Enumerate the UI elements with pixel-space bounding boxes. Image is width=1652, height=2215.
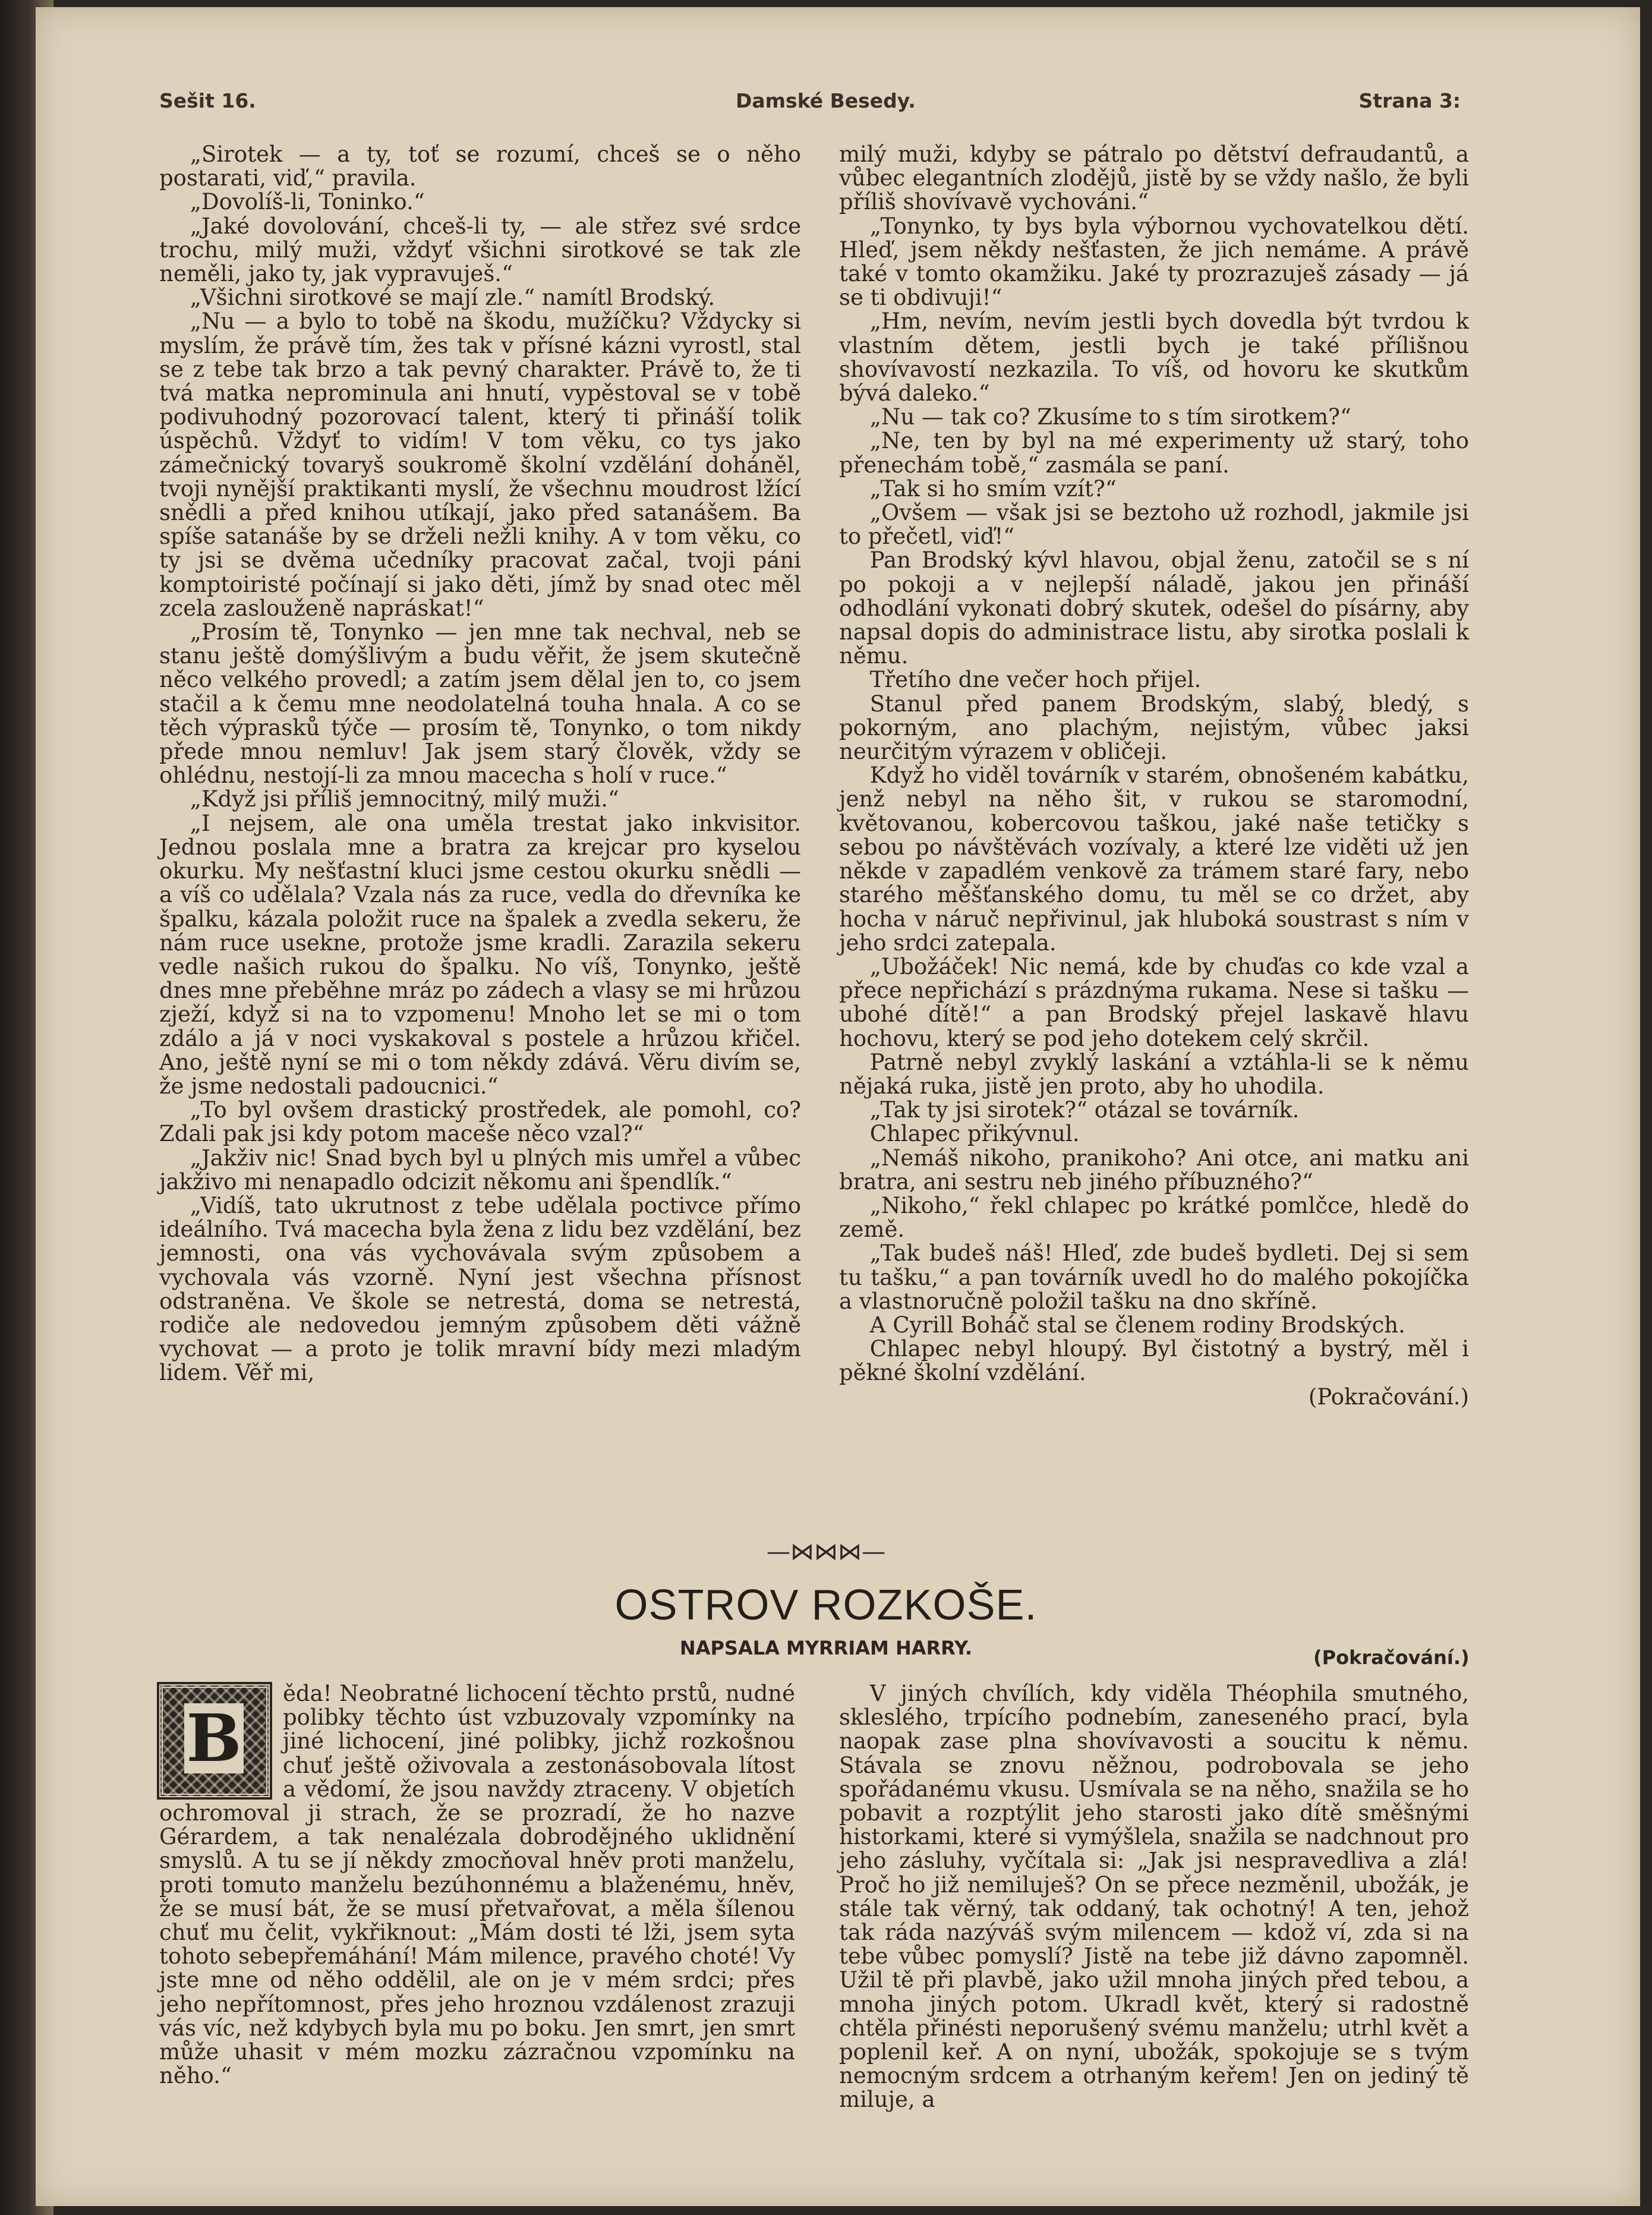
paragraph: „Sirotek — a ty, toť se rozumí, chceš se o něho postarati, viď,“ pravila. — [159, 141, 801, 191]
paragraph: „Jaké dovolování, chceš-li ty, — ale střez své srdce trochu, milý muži, vždyť všichni sirotkové se tak zle neměli, jako ty, jak vypravuješ.“ — [159, 213, 801, 287]
paragraph: „Nikoho,“ řekl chlapec po krátké pomlčce, hledě do země. — [839, 1192, 1469, 1243]
drop-cap-letter: B — [184, 1703, 244, 1773]
paragraph: Třetího dne večer hoch přijel. — [869, 667, 1202, 693]
paragraph: Když ho viděl továrník v starém, obnošeném kabátku, jenž nebyl na něho šit, v rukou se staromodní, květovanou, kobercovou taškou, jaké naše tetičky s sebou po návštěvách vozívaly, a které lze viděti už jen někde v zapadlém venkově za trámem staré fary, nebo starého měšťanského domu, tu měl se co držet, aby hocha v náruč nepřivinul, jak hluboká soustrast s ním v jeho srdci zatepala. — [839, 763, 1469, 956]
story1-column-left — [159, 143, 801, 1515]
paragraph: „Jakživ nic! Snad bych byl u plných mis umřel a vůbec jakživo mi nenapadlo odcizit někomu ani špendlík.“ — [159, 1145, 801, 1195]
paragraph: „Ubožáček! Nic nemá, kde by chuďas co kde vzal a přece nepřichází s prázdnýma rukama. Nese si tašku — ubohé dítě!“ a pan Brodský přejel laskavě hlavu hochovu, který se pod jeho dotekem celý skrčil. — [839, 953, 1469, 1051]
paragraph: „Nu — tak co? Zkusíme to s tím sirotkem?“ — [869, 404, 1351, 430]
paragraph: ěda! Neobratné lichocení těchto prstů, nudné polibky těchto úst vzbuzovaly vzpomínky na jiné lichocení, jiné polibky, jichž rozkošnou chuť ještě oživovala a zestonásobovala lítost a vědomí, že jsou navždy ztraceny. V objetích ochromoval ji strach, že se prozradí, že ho nazve Gérardem, a tak nenalézala dobrodějného uklidnění smyslů. A tu se jí někdy zmocňoval hněv proti manželu, proti tomuto manželu bezúhonnému a blaženému, hněv, že se musí bát, že se musí přetvařovat, a měla šílenou chuť mu čelit, vykřiknout: „Mám dosti té lži, jsem syta tohoto sebepřemáhání! Mám milence, pravého choté! Vy jste mne od něho oddělil, ale on je v mém srdci; přes jeho nepřítomnost, přes jeho hroznou vzdálenost zrazuji vás víc, než kdybych byla mu po boku. Jen smrt, jen smrt může uhasit v mém mozku zázračnou vzpomínku na něho.“ — [159, 1681, 795, 2089]
paragraph: „To byl ovšem drastický prostředek, ale pomohl, co? Zdali pak jsi kdy potom maceše něco vzal?“ — [159, 1097, 801, 1147]
paragraph: „Když jsi příliš jemnocitný, milý muži.“ — [190, 786, 619, 812]
paragraph: „Ne, ten by byl na mé experimenty už starý, toho přenechám tobě,“ zasmála se paní. — [839, 428, 1469, 478]
paragraph: „Nu — a bylo to tobě na škodu, mužíčku? Vždycky si myslím, že právě tím, žes tak v přísné kázni vyrostl, stal se z tebe tak brzo a tak pevný charakter. Právě to, že ti tvá matka neprominula ani hnutí, vypěstoval se v tobě podivuhodný pozorovací talent, který ti přináší tolik úspěchů. Vždyť to vidím! V tom věku, co tys jako zámečnický tovaryš soukromě školní vzdělání doháněl, tvoji nynější praktikanti myslí, že všechnu moudrost lžící snědli a před knihou utíkají, jako před satanášem. Ba spíše satanáše by se drželi nežli knihy. A v tom věku, co ty jsi se dvěma učedníky pracovat začal, tvoji páni komptoiristé počínají si jako děti, jímž by snad otec měl zcela zaslouženě napráskat!“ — [159, 308, 801, 621]
paragraph: „I nejsem, ale ona uměla trestat jako inkvisitor. Jednou poslala mne a bratra za krejcar pro kyselou okurku. My nešťastní kluci jsme cestou okurku snědli — a víš co udělala? Vzala nás za ruce, vedla do dřevníka ke špalku, kázala položit ruce na špalek a zvedla sekeru, že nám ruce usekne, protože jsme kradli. Zarazila sekeru vedle našich rukou do špalku. No víš, Tonynko, ještě dnes mne přeběhne mráz po zádech a vlasy se mi hrůzou zježí, když si na to vzpomenu! Mnoho let se mi o tom zdálo a já v noci vyskakoval s postele a hrůzou křičel. Ano, ještě nyní se mi o tom někdy zdává. Věru divím se, že jsme nedostali padoucnici.“ — [159, 810, 801, 1099]
story2-column-right — [839, 1682, 1469, 2157]
page-number: Strana 3: — [1358, 89, 1461, 112]
running-header — [159, 89, 1461, 119]
paragraph: A Cyrill Boháč stal se členem rodiny Brodských. — [869, 1312, 1405, 1338]
paragraph: „Prosím tě, Tonynko — jen mne tak nechval, neb se stanu ještě domýšlivým a budu věřit, že jsem skutečně něco velkého provedl; a zatím jsem dělal jen to, co jsem stačil a k čemu mne neodolatelná touha hnala. A co se těch výprasků týče — prosím tě, Tonynko, o tom nikdy přede mnou nemluv! Jak jsem starý člověk, vždy se ohlédnu, nestojí-li za mnou macecha s holí v ruce.“ — [159, 619, 801, 789]
drop-cap-initial — [159, 1684, 270, 1797]
paragraph: Chlapec nebyl hloupý. Byl čistotný a bystrý, měl i pěkné školní vzdělání. — [839, 1336, 1469, 1386]
paragraph: Stanul před panem Brodským, slabý, bledý, s pokorným, ano plachým, nejistým, vůbec jaksi neurčitým výrazem v obličeji. — [839, 691, 1469, 765]
paragraph: „Ovšem — však jsi se beztoho už rozhodl, jakmile jsi to přečetl, viď!“ — [839, 500, 1469, 550]
paragraph: V jiných chvílích, kdy viděla Théophila smutného, skleslého, trpícího podnebím, zaneseného prací, byla naopak zase plna shovívavosti a soucitu k němu. Stávala se znovu něžnou, podrobovala se jeho spořádanému vkusu. Usmívala se na něho, snažila se ho pobavit a rozptýlit jeho starosti jako dítě směšnými historkami, které si vymýšlela, snažila se nadchnout pro jeho zásluhy, vyčítala si: „Jak jsi nespravedliva a zlá! Proč ho již nemiluješ? On se přece nezměnil, ubožák, je stále tak věrný, tak oddaný, tak ochotný! A ten, jehož tak ráda nazýváš svým milencem — kdož ví, zda si na tebe vůbec pomyslí? Jistě na tebe již dávno zapomněl. Užil tě při plavbě, jako užil mnoha jiných před tebou, a mnoha jiných potom. Ukradl květ, který si radostně chtěla přinésti neporušený svému manželu; utrhl květ a poplenil keř. A on nyní, ubožák, spokojuje se s tvým nemocným srdcem a otrhaným keřem! Jen on jediný tě miluje, a — [839, 1681, 1469, 2113]
paragraph: „Všichni sirotkové se mají zle.“ namítl Brodský. — [190, 285, 715, 311]
story2-column-left — [159, 1682, 795, 2157]
paragraph: „Tak si ho smím vzít?“ — [869, 475, 1117, 502]
paragraph: „Nemáš nikoho, pranikoho? Ani otce, ani matku ani bratra, ani sestru neb jiného příbuzného?“ — [839, 1145, 1469, 1195]
paragraph: „Hm, nevím, nevím jestli bych dovedla být tvrdou k vlastním dětem, jestli bych je také přílišnou shovívavostí nezkazila. To víš, od hovoru ke skutkům bývá daleko.“ — [839, 308, 1469, 407]
paragraph: Pan Brodský kývl hlavou, objal ženu, zatočil se s ní po pokoji a v nejlepší náladě, jakou jen přináší odhodlání vykonati dobrý skutek, odešel do písárny, aby napsal dopis do administrace listu, aby sirotka poslali k němu. — [839, 547, 1469, 669]
story1-column-right — [839, 143, 1469, 1521]
paragraph: Patrně nebyl zvyklý laskání a vztáhla-li se k němu nějaká ruka, jistě jen proto, aby ho uhodila. — [839, 1049, 1469, 1099]
to-be-continued-note: (Pokračování.) — [1308, 1384, 1469, 1410]
paragraph: Chlapec přikývnul. — [869, 1121, 1080, 1147]
paragraph-continued: milý muži, kdyby se pátralo po dětství defraudantů, a vůbec elegantních zlodějů, jistě by se vždy našlo, že byli příliš shovívavě vychováni.“ — [839, 141, 1469, 215]
paragraph: „Tak ty jsi sirotek?“ otázal se továrník. — [869, 1097, 1300, 1123]
section-divider-ornament: —⋈⋈⋈— — [767, 1538, 885, 1565]
paragraph: „Tonynko, ty bys byla výbornou vychovatelkou dětí. Hleď, jsem někdy nešťasten, že jich nemáme. A právě také v tomto okamžiku. Jaké ty prozrazuješ zásady — já se ti obdivuji!“ — [839, 213, 1469, 311]
paragraph: „Dovolíš-li, Toninko.“ — [190, 189, 425, 215]
magazine-name: Damské Besedy. — [736, 89, 916, 112]
story-byline: NAPSALA MYRRIAM HARRY. — [679, 1637, 973, 1659]
story-title: OSTROV ROZKOŠE. — [614, 1581, 1038, 1629]
paragraph: „Vidíš, tato ukrutnost z tebe udělala poctivce přímo ideálního. Tvá macecha byla žena z lidu bez vzdělání, bez jemnosti, ona vás vychovávala svým způsobem a vychovala vás vzorně. Nyní jest všechna přísnost odstraněna. Ve škole se netrestá, doma se netrestá, rodiče ale nedovedou jemným způsobem děti vážně vychovat — a proto je tolik mravní bídy mezi mladým lidem. Věř mi, — [159, 1192, 801, 1386]
paragraph: „Tak budeš náš! Hleď, zde budeš bydleti. Dej si sem tu tašku,“ a pan továrník uvedl ho do malého pokojíčka a vlastnoručně položil tašku na dno skříně. — [839, 1240, 1469, 1314]
continued-label: (Pokračování.) — [1313, 1646, 1470, 1669]
issue-number: Sešit 16. — [159, 89, 256, 112]
